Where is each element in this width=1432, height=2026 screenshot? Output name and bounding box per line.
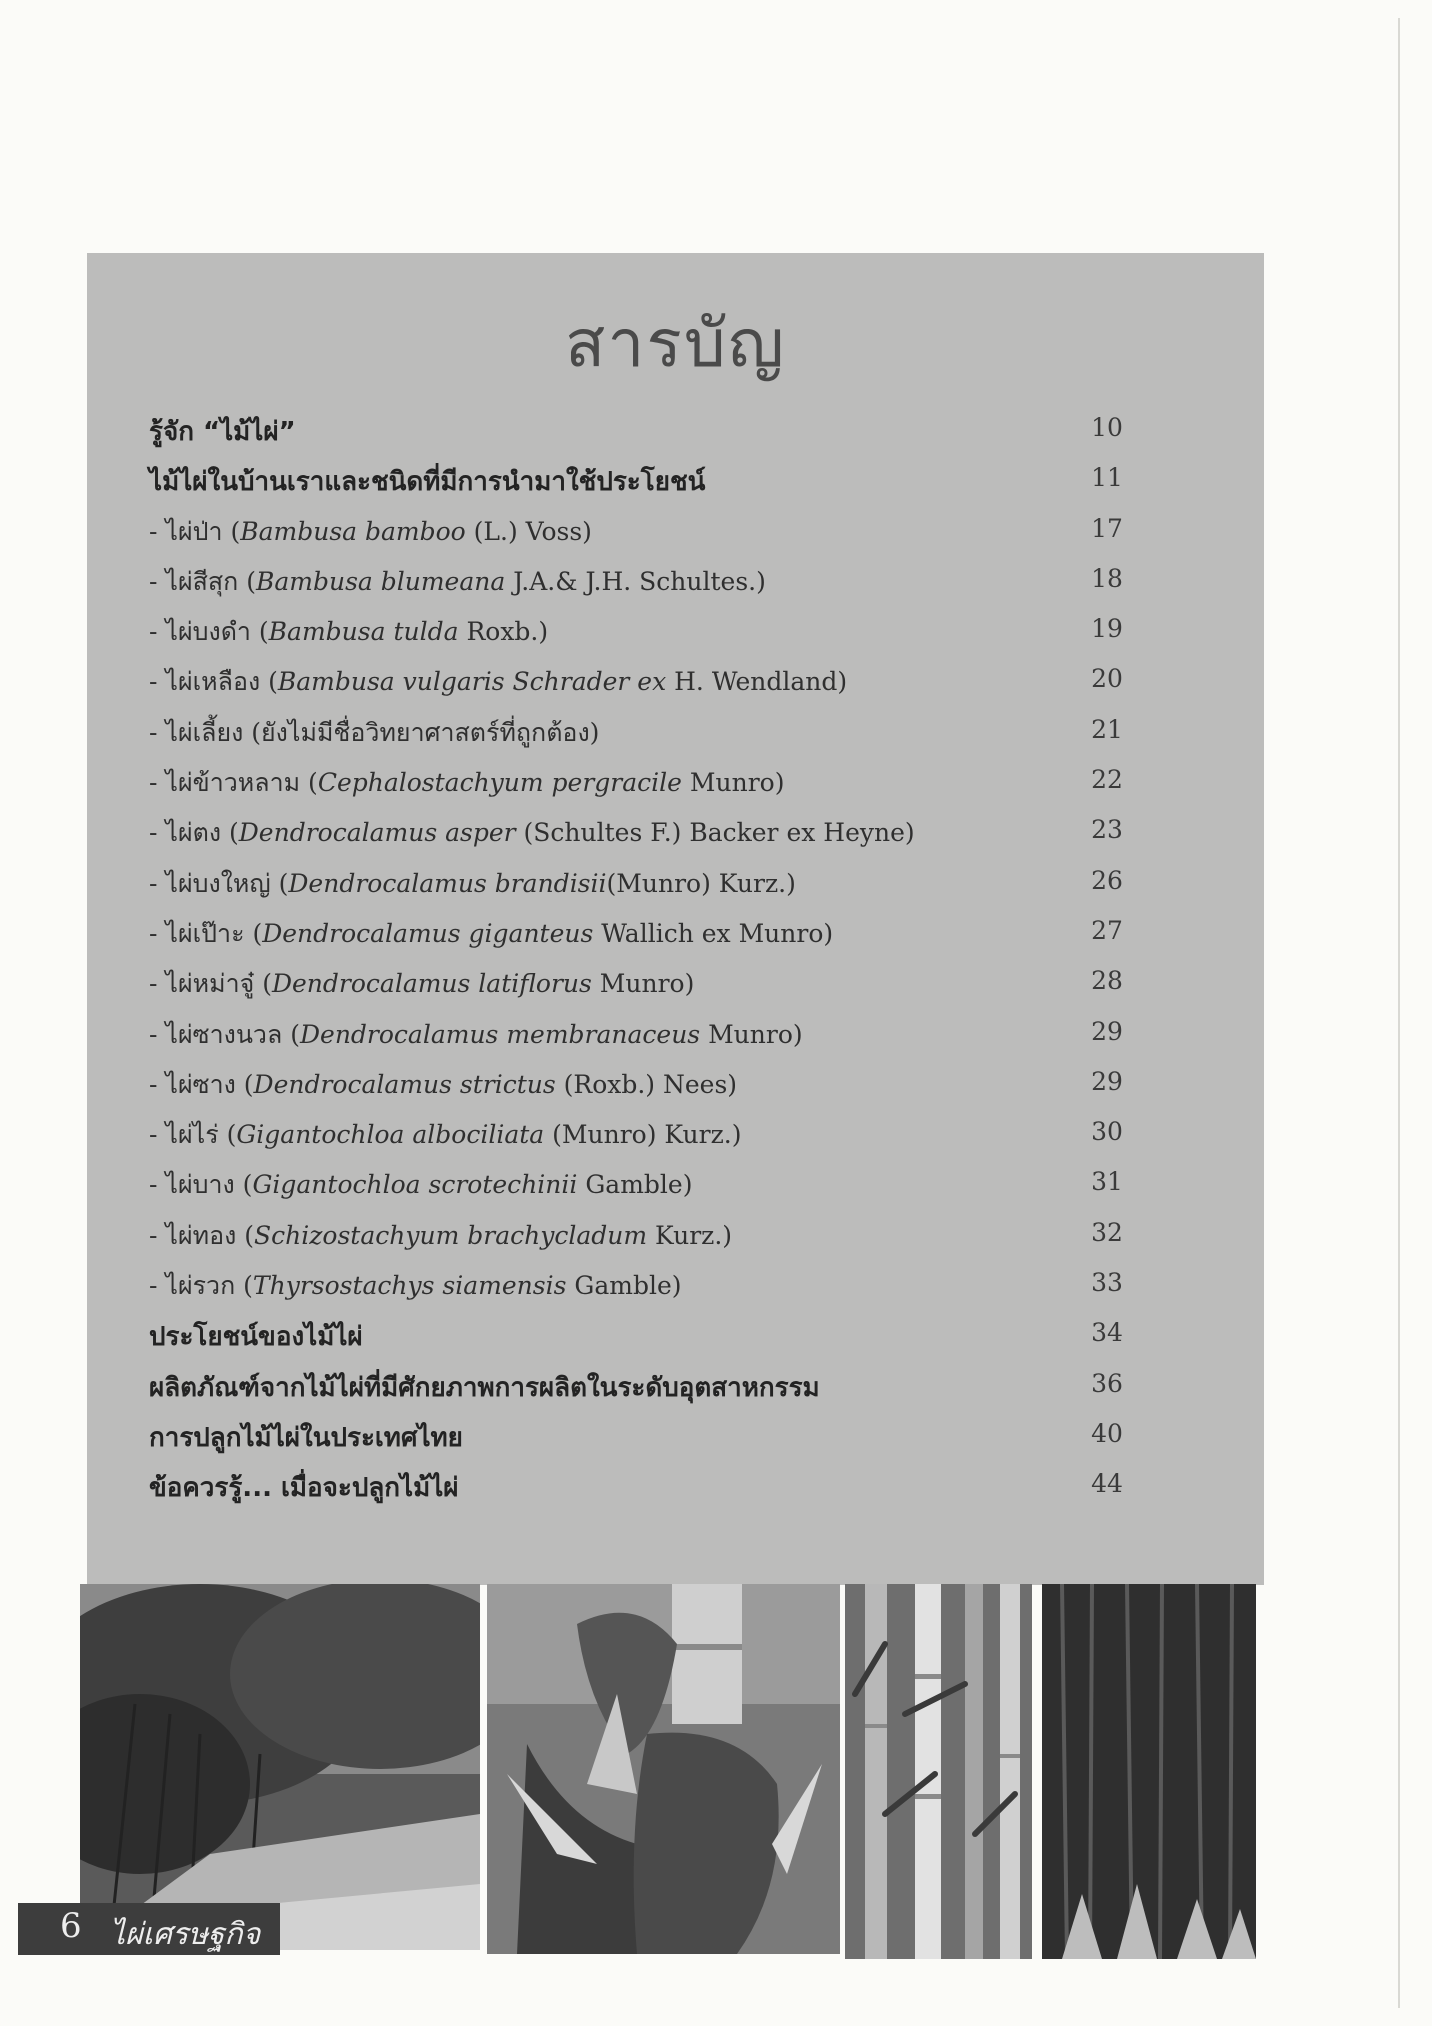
scientific-name: Thyrsostachys siamensis (252, 1271, 567, 1301)
toc-entry-page: 31 (1091, 1167, 1123, 1197)
toc-subentry[interactable] (87, 858, 1264, 908)
scientific-name: Dendrocalamus membranaceus (299, 1019, 701, 1049)
author: Wallich ex Munro) (593, 918, 834, 948)
toc-entry-page: 29 (1091, 1066, 1123, 1096)
thai-name: - ไผ่รวก ( (149, 1271, 253, 1301)
scientific-name: Gigantochloa albociliata (236, 1120, 545, 1150)
bamboo-grove-photo (80, 1584, 480, 1950)
toc-entry-page: 44 (1091, 1469, 1123, 1499)
scientific-name: Schizostachyum brachycladum (254, 1220, 648, 1250)
toc-entry-text: ผลิตภัณฑ์จากไม้ไผ่ที่มีศักยภาพการผลิตในระดับอุตสาหกรรม (149, 1372, 820, 1403)
toc-entry-page: 27 (1091, 915, 1123, 945)
toc-entry[interactable] (87, 1361, 1264, 1411)
scientific-name: Dendrocalamus latiflorus (271, 969, 592, 999)
toc-entry-page: 20 (1091, 664, 1123, 694)
toc-subentry[interactable] (87, 606, 1264, 656)
thai-name: - ไผ่ข้าวหลาม ( (149, 768, 318, 798)
toc-entry-page: 21 (1091, 714, 1123, 744)
toc-entry-page: 29 (1091, 1016, 1123, 1046)
toc-entry-page: 40 (1091, 1418, 1123, 1448)
author: Gamble) (566, 1271, 682, 1301)
toc-subentry[interactable] (87, 807, 1264, 857)
toc-subentry[interactable] (87, 1009, 1264, 1059)
bamboo-culms-photo (845, 1584, 1032, 1959)
scientific-name: Dendrocalamus giganteus (262, 918, 594, 948)
toc-entry-text: รู้จัก “ไม้ไผ่” (149, 417, 296, 447)
toc-entry-page: 26 (1091, 865, 1123, 895)
scientific-name: Bambusa tulda (268, 617, 459, 647)
thai-name: - ไผ่ตง ( (149, 818, 239, 848)
toc-entry-page: 30 (1091, 1117, 1123, 1147)
toc-subentry[interactable] (87, 1059, 1264, 1109)
toc-entry-page: 17 (1091, 513, 1123, 543)
toc-subentry[interactable] (87, 908, 1264, 958)
toc-title: สารบัญ (565, 305, 786, 382)
toc-subentry-text (149, 612, 548, 652)
thai-name: - ไผ่เลี้ยง (ยังไม่มีชื่อวิทยาศาสตร์ที่ถูกต้อง) (149, 717, 600, 747)
toc-entry[interactable] (87, 1411, 1264, 1461)
toc-entry[interactable] (87, 455, 1264, 505)
toc-entry-page: 32 (1091, 1217, 1123, 1247)
author: (Schultes F.) Backer ex Heyne) (515, 818, 915, 848)
toc-subentry-text (149, 713, 599, 753)
author: (Munro) Kurz.) (606, 868, 796, 898)
thai-name: - ไผ่บงดำ ( (149, 617, 269, 647)
toc-list (87, 405, 1264, 1512)
toc-subentry-text (149, 1266, 682, 1306)
bamboo-clump-photo (1042, 1584, 1256, 1959)
thai-name: - ไผ่ไร่ ( (149, 1120, 237, 1150)
toc-entry[interactable] (87, 405, 1264, 455)
toc-subentry-text (149, 662, 847, 702)
toc-subentry[interactable] (87, 958, 1264, 1008)
toc-entry[interactable] (87, 1310, 1264, 1360)
author: Kurz.) (647, 1220, 733, 1250)
toc-subentry[interactable] (87, 556, 1264, 606)
thai-name: - ไผ่สีสุก ( (149, 566, 256, 596)
author: (Munro) Kurz.) (544, 1120, 742, 1150)
author: J.A.& J.H. Schultes.) (505, 566, 766, 596)
scientific-name: Cephalostachyum pergracile (317, 768, 682, 798)
toc-subentry[interactable] (87, 1210, 1264, 1260)
page-edge-line (1398, 18, 1400, 2008)
toc-entry-text: การปลูกไม้ไผ่ในประเทศไทย (149, 1422, 463, 1453)
toc-entry-page: 22 (1091, 765, 1123, 795)
scientific-name: Bambusa vulgaris Schrader ex (277, 667, 667, 697)
toc-subentry[interactable] (87, 1260, 1264, 1310)
toc-subentry-text (149, 512, 592, 552)
toc-entry-page: 28 (1091, 966, 1123, 996)
thai-name: - ไผ่เป๊าะ ( (149, 918, 263, 948)
thai-name: - ไผ่ซางนวล ( (149, 1019, 300, 1049)
toc-entry-page: 18 (1091, 563, 1123, 593)
toc-subentry-text (149, 763, 784, 803)
bamboo-shoot-photo (487, 1584, 840, 1954)
toc-entry-page: 23 (1091, 815, 1123, 845)
toc-subentry[interactable] (87, 1109, 1264, 1159)
toc-entry-page: 33 (1091, 1268, 1123, 1298)
scientific-name: Dendrocalamus asper (238, 818, 516, 848)
thai-name: - ไผ่ซาง ( (149, 1069, 254, 1099)
author: Gamble) (577, 1170, 693, 1200)
scientific-name: Dendrocalamus strictus (253, 1069, 556, 1099)
toc-subentry[interactable] (87, 506, 1264, 556)
toc-entry-page: 34 (1091, 1318, 1123, 1348)
toc-subentry-text (149, 813, 915, 853)
toc-subentry-text (149, 1065, 737, 1105)
thai-name: - ไผ่หม่าจู๋ ( (149, 969, 272, 999)
toc-subentry-text (149, 1165, 692, 1205)
toc-subentry[interactable] (87, 656, 1264, 706)
toc-entry[interactable] (87, 1461, 1264, 1511)
scientific-name: Dendrocalamus brandisii (288, 868, 607, 898)
thai-name: - ไผ่เหลือง ( (149, 667, 278, 697)
thai-name: - ไผ่ป่า ( (149, 516, 241, 546)
author: (L.) Voss) (465, 516, 592, 546)
toc-subentry-text (149, 1015, 803, 1055)
toc-subentry-text (149, 914, 833, 954)
toc-entry-text: ประโยชน์ของไม้ไผ่ (149, 1322, 363, 1353)
book-title: ไผ่เศรษฐกิจ (110, 1917, 261, 1952)
toc-entry-page: 11 (1091, 463, 1123, 493)
page-number: 6 (60, 1906, 82, 1946)
author: (Roxb.) Nees) (555, 1069, 738, 1099)
toc-subentry[interactable] (87, 1159, 1264, 1209)
author: Roxb.) (458, 617, 549, 647)
thai-name: - ไผ่บาง ( (149, 1170, 253, 1200)
toc-subentry-text (149, 1216, 732, 1256)
author: H. Wendland) (666, 667, 848, 697)
toc-subentry[interactable] (87, 757, 1264, 807)
toc-subentry-text (149, 864, 796, 904)
table-of-contents (87, 253, 1264, 1585)
toc-subentry-text (149, 562, 766, 602)
scientific-name: Gigantochloa scrotechinii (252, 1170, 578, 1200)
toc-entry-page: 10 (1091, 413, 1123, 442)
scientific-name: Bambusa blumeana (255, 566, 506, 596)
thai-name: - ไผ่ทอง ( (149, 1220, 255, 1250)
toc-subentry-text (149, 964, 694, 1004)
author: Munro) (700, 1019, 803, 1049)
toc-entry-page: 36 (1091, 1368, 1123, 1398)
toc-subentry[interactable] (87, 707, 1264, 757)
toc-entry-page: 19 (1091, 614, 1123, 644)
toc-entry-text: ข้อควรรู้... เมื่อจะปลูกไม้ไผ่ (149, 1473, 459, 1504)
thai-name: - ไผ่บงใหญ่ ( (149, 868, 289, 898)
author: Munro) (681, 768, 785, 798)
toc-subentry-text (149, 1115, 741, 1155)
scientific-name: Bambusa bamboo (240, 516, 466, 546)
author: Munro) (591, 969, 695, 999)
toc-entry-text: ไม้ไผ่ในบ้านเราและชนิดที่มีการนำมาใช้ประโยชน์ (149, 467, 706, 498)
